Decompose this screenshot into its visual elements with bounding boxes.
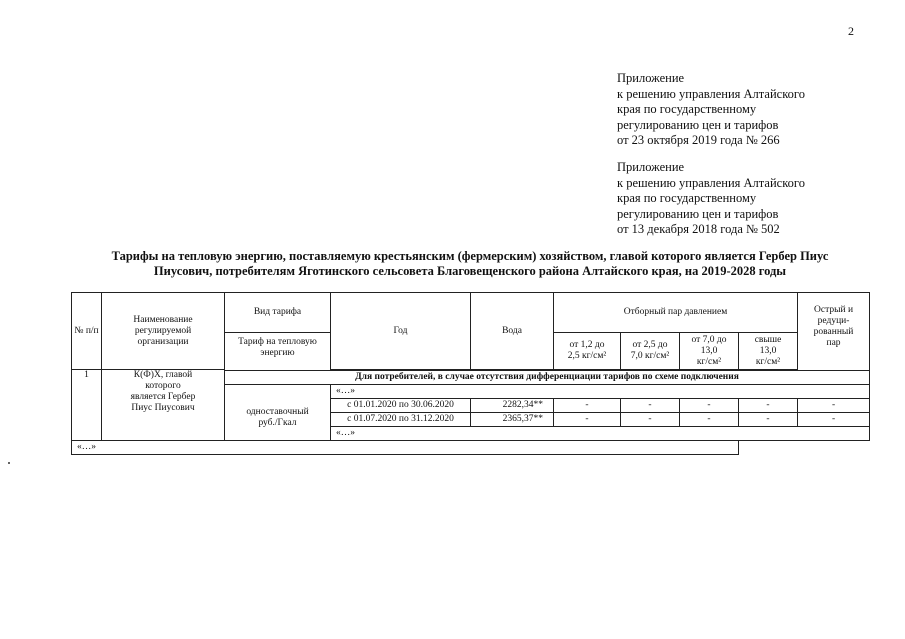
appendix-line: от 23 октября 2019 года № 266 [617,133,780,147]
cell-water-value: 2282,34** [471,399,554,413]
appendix-note-original [617,160,805,238]
tariff-table [71,292,870,455]
cell-organization-name: К(Ф)Х, главой которого является Гербер Пиус Пиусович [102,370,225,441]
section-label: Для потребителей, в случае отсутствия дифференциации тарифов по схеме подключения [225,371,870,385]
appendix-line: к решению управления Алтайского [617,86,805,101]
header-steam: Отборный пар давлением [554,293,798,333]
page-number: 2 [848,24,854,38]
appendix-line: регулированию цен и тарифов [617,206,779,221]
cell-water-value: 2365,37** [471,413,554,427]
ellipsis-cell: «…» [331,385,870,399]
cell-sharp-steam: - [798,399,870,413]
appendix-line: Приложение [617,160,685,174]
cell-row-number: 1 [72,370,102,441]
table-row [72,441,870,455]
appendix-line: от 13 декабря 2018 года № 502 [617,222,780,236]
title-line: Пиусович, потребителям Яготинского сельсовета Благовещенского района Алтайского края, на 2019-2028 годы [153,264,787,278]
header-organization: Наименование регулируемой организации [102,293,225,370]
document-title [70,249,870,279]
cell-pressure-3: - [680,399,739,413]
cell-tariff-heat: Тариф на тепловую энергию [225,333,331,371]
appendix-line: края по государственному [617,102,757,116]
ellipsis-cell: «…» [72,441,739,455]
header-pressure-4: свыше 13,0 кг/см² [739,333,798,370]
cell-pressure-2: - [621,413,680,427]
header-num: № п/п [72,293,102,370]
cell-pressure-4: - [739,413,798,427]
ellipsis-cell: «…» [331,427,870,441]
header-pressure-1: от 1,2 до 2,5 кг/см² [554,333,621,370]
cell-pressure-3: - [680,413,739,427]
cell-pressure-1: - [554,413,621,427]
header-pressure-3: от 7,0 до 13,0 кг/см² [680,333,739,370]
appendix-line: Приложение [617,71,685,85]
header-water: Вода [471,293,554,370]
cell-pressure-2: - [621,399,680,413]
appendix-line: к решению управления Алтайского [617,175,805,190]
header-tariff-type: Вид тарифа [225,293,331,333]
margin-mark [8,462,10,464]
header-row [72,293,870,333]
appendix-line: регулированию цен и тарифов [617,117,779,132]
cell-pressure-4: - [739,399,798,413]
appendix-note-current [617,71,805,149]
cell-period: с 01.07.2020 по 31.12.2020 [331,413,471,427]
header-sharp-steam: Острый и редуци- рованный пар [798,293,870,371]
title-line: Тарифы на тепловую энергию, поставляемую крестьянским (фермерским) хозяйством, главой которого является Гербер Пиус [111,249,829,263]
appendix-line: края по государственному [617,191,757,205]
header-pressure-2: от 2,5 до 7,0 кг/см² [621,333,680,370]
cell-pressure-1: - [554,399,621,413]
cell-sharp-steam: - [798,413,870,427]
cell-tariff-kind: одноставочный руб./Гкал [225,385,331,441]
header-year: Год [331,293,471,370]
cell-period: с 01.01.2020 по 30.06.2020 [331,399,471,413]
